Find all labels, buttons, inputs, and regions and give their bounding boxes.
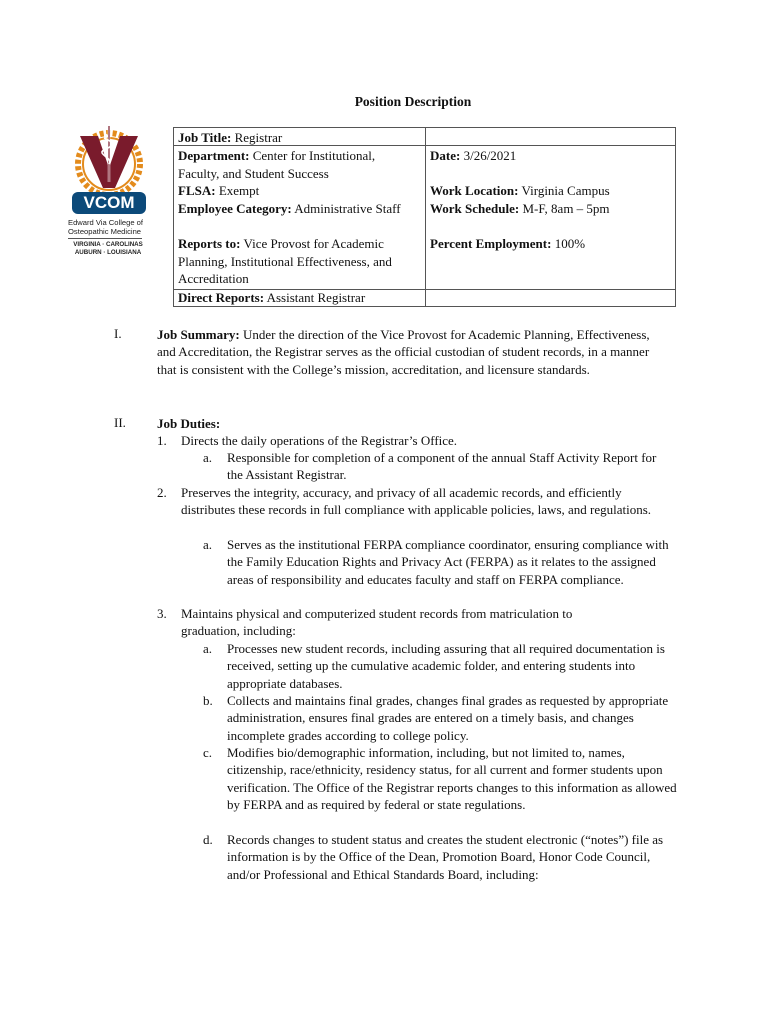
logo-divider	[68, 238, 142, 239]
subitem-text: Modifies bio/demographic information, including, but not limited to, names, citizenship, race/ethnicity, residency status, for all current and former students upon verification. The Office of the Registrar reports changes to this information as allowed by FERPA and as required by federal or state regulations.	[227, 745, 677, 813]
flsa-label: FLSA:	[178, 183, 216, 198]
direct-reports-row	[178, 289, 668, 307]
logo-campuses: VIRGINIA · CAROLINAS AUBURN · LOUISIANA	[73, 241, 143, 256]
flsa-row	[178, 182, 422, 200]
department-row	[178, 147, 418, 182]
reports-to-row	[178, 235, 422, 288]
duty-number: 1.	[157, 433, 167, 448]
employee-category-row	[178, 200, 410, 218]
reports-to-label: Reports to:	[178, 236, 241, 251]
date-value: 3/26/2021	[463, 148, 517, 163]
reports-to-value: Vice Provost for Academic Planning, Institutional Effectiveness, and Accreditation	[178, 236, 392, 286]
position-info-table	[173, 127, 676, 307]
subitem-text: Collects and maintains final grades, changes final grades as requested by appropriate administration, ensures final grades are entered on a timely basis, and changes incomplete grades according to college policy.	[227, 693, 669, 743]
subitem-letter: a.	[203, 641, 213, 656]
section-number-summary: I.	[114, 326, 122, 341]
job-duties-heading: Job Duties:	[157, 416, 221, 431]
work-schedule-row	[430, 200, 674, 218]
direct-reports-label: Direct Reports:	[178, 290, 265, 305]
duty-text: Maintains physical and computerized student records from matriculation to graduation, including:	[181, 606, 573, 639]
page-title: Position Description	[354, 94, 472, 109]
employee-category-label: Employee Category:	[178, 201, 292, 216]
subitem-letter: c.	[203, 745, 213, 760]
duty-number: 3.	[157, 606, 167, 621]
duty-text: Directs the daily operations of the Registrar’s Office.	[181, 433, 458, 448]
subitem-letter: a.	[203, 537, 213, 552]
section-number-duties: II.	[114, 415, 126, 430]
percent-employment-row	[430, 235, 674, 253]
subitem-text: Responsible for completion of a component of the annual Staff Activity Report for the Assistant Registrar.	[227, 450, 657, 483]
date-label: Date:	[430, 148, 461, 163]
job-summary-text: Under the direction of the Vice Provost for Academic Planning, Effectiveness, and Accreditation, the Registrar serves as the official custodian of student records, in a manner that is consistent with the College’s mission, accreditation, and licensure standards.	[157, 327, 650, 377]
work-location-value: Virginia Campus	[521, 183, 610, 198]
logo-college-name: Edward Via College of Osteopathic Medicine	[68, 218, 143, 236]
duty-text: Preserves the integrity, accuracy, and privacy of all academic records, and efficiently distributes these records in full compliance with applicable policies, laws, and regulations.	[181, 485, 652, 518]
info-left-column	[174, 128, 426, 306]
job-title-value: Registrar	[234, 130, 283, 145]
work-location-row	[430, 182, 674, 200]
percent-employment-label: Percent Employment:	[430, 236, 552, 251]
subitem-text: Processes new student records, including assuring that all required documentation is received, setting up the cumulative academic folder, and entering students into appropriate databases.	[227, 641, 665, 691]
duty-number: 2.	[157, 485, 167, 500]
date-row	[430, 147, 670, 165]
direct-reports-value: Assistant Registrar	[266, 290, 366, 305]
employee-category-value: Administrative Staff	[294, 201, 401, 216]
subitem-text: Records changes to student status and creates the student electronic (“notes”) file as information is by the Office of the Dean, Promotion Board, Honor Code Council, and/or Professional and Ethical Standards Board, including:	[227, 832, 664, 882]
flsa-value: Exempt	[218, 183, 260, 198]
subitem-text: Serves as the institutional FERPA compliance coordinator, ensuring compliance with the Family Education Rights and Privacy Act (FERPA) as it relates to the assigned areas of responsibility and educates faculty and staff on FERPA compliance.	[227, 537, 669, 587]
vcom-seal-icon	[66, 124, 152, 194]
vcom-logo	[66, 124, 152, 264]
job-title-label: Job Title:	[178, 130, 232, 145]
department-value: Center for Institutional, Faculty, and Student Success	[178, 148, 376, 181]
percent-employment-value: 100%	[554, 236, 586, 251]
work-schedule-value: M-F, 8am – 5pm	[522, 201, 610, 216]
subitem-letter: a.	[203, 450, 213, 465]
department-label: Department:	[178, 148, 250, 163]
job-title-row	[178, 129, 422, 147]
subitem-letter: b.	[203, 693, 213, 708]
job-summary-paragraph	[157, 326, 657, 378]
work-schedule-label: Work Schedule:	[430, 201, 520, 216]
job-summary-heading: Job Summary:	[157, 327, 240, 342]
logo-wordmark: VCOM	[72, 192, 146, 214]
info-right-column	[426, 128, 675, 306]
subitem-letter: d.	[203, 832, 213, 847]
work-location-label: Work Location:	[430, 183, 519, 198]
